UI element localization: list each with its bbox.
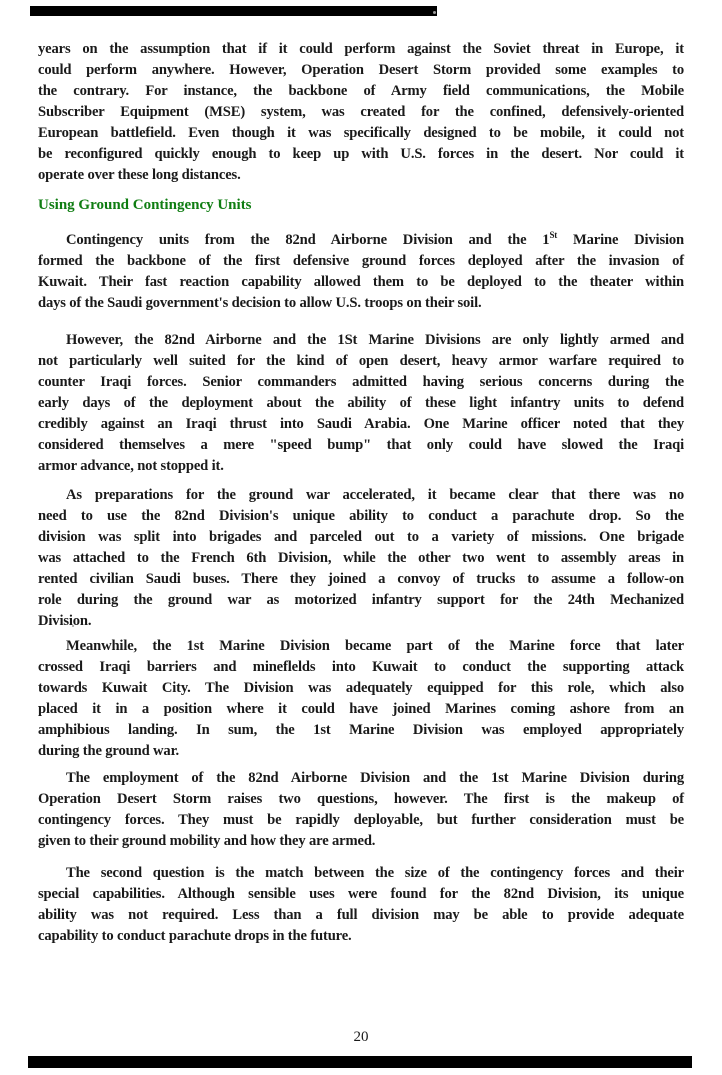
text-line: Kuwait. Their fast reaction capability allowed them to be deployed to the theater within — [38, 274, 684, 290]
text-line: given to their ground mobility and how they are armed. — [38, 833, 376, 849]
superscript: St — [549, 230, 558, 241]
text-line: early days of the deployment about the ability of these light infantry units to defend — [38, 395, 684, 411]
text-line: Contingency units from the 82nd Airborne Division and the 1St Marine Division — [66, 230, 685, 248]
text-line: towards Kuwait City. The Division was adequately equipped for this role, which also — [38, 680, 684, 696]
text-line: operate over these long distances. — [38, 167, 241, 183]
section-heading: Using Ground Contingency Units — [38, 197, 252, 213]
text-line: contingency forces. They must be rapidly deployable, but further consideration must be — [38, 812, 684, 828]
paragraph — [38, 39, 684, 186]
text-line: during the ground war. — [38, 743, 180, 759]
text-line: capability to conduct parachute drops in the future. — [38, 928, 352, 944]
text-line: role during the ground war as motorized infantry support for the 24th Mechanized — [38, 592, 684, 608]
text-line: Operation Desert Storm raises two questions, however. The first is the makeup of — [38, 791, 684, 807]
text-line: Subscriber Equipment (MSE) system, was created for the confined, defensively-oriented — [38, 104, 684, 120]
text-line: The employment of the 82nd Airborne Division and the 1st Marine Division during — [66, 770, 684, 786]
paragraph — [38, 636, 684, 762]
text-line: considered themselves a mere "speed bump" that only could have slowed the Iraqi — [38, 437, 684, 453]
paragraph — [38, 230, 684, 314]
paragraph — [38, 863, 684, 947]
text-line: days of the Saudi government's decision to allow U.S. troops on their soil. — [38, 295, 482, 311]
text-line: crossed Iraqi barriers and mineflelds into Kuwait to conduct the supporting attack — [38, 659, 684, 675]
text-line: be reconfigured quickly enough to keep up with U.S. forces in the desert. Nor could it — [38, 146, 684, 162]
text-line: Meanwhile, the 1st Marine Division became part of the Marine force that later — [66, 638, 684, 654]
text-line: The second question is the match between the size of the contingency forces and their — [66, 865, 684, 881]
text-line: rented civilian Saudi buses. There they joined a convoy of trucks to assume a follow-on — [38, 571, 684, 587]
paragraph — [38, 768, 684, 852]
text-line: need to use the 82nd Division's unique ability to conduct a parachute drop. So the — [38, 508, 684, 524]
text-line: However, the 82nd Airborne and the 1St Marine Divisions are only lightly armed and — [66, 332, 684, 348]
text-line: placed it in a position where it could have joined Marines coming ashore from an — [38, 701, 684, 717]
text-line: amphibious landing. In sum, the 1st Marine Division was employed appropriately — [38, 722, 684, 738]
text-line: special capabilities. Although sensible uses were found for the 82nd Division, its unique — [38, 886, 684, 902]
text-line: years on the assumption that if it could perform against the Soviet threat in Europe, it — [38, 41, 684, 57]
text-line: not particularly well suited for the kind of open desert, heavy armor warfare required to — [38, 353, 684, 369]
text-line: As preparations for the ground war accelerated, it became clear that there was no — [66, 487, 684, 503]
text-line: ability was not required. Less than a full division may be able to provide adequate — [38, 907, 684, 923]
text-line: European battlefield. Even though it was specifically designed to be mobile, it could not — [38, 125, 684, 141]
text-line: was attached to the French 6th Division, while the other two went to assembly areas in — [38, 550, 684, 566]
text-line: armor advance, not stopped it. — [38, 458, 224, 474]
paragraph — [38, 330, 684, 477]
page-number: 20 — [353, 1029, 369, 1045]
scan-artifact-bottom-bar — [28, 1056, 692, 1068]
paragraph — [38, 485, 684, 632]
text-line: could perform anywhere. However, Operation Desert Storm provided some examples to — [38, 62, 684, 78]
text-line: Division. — [38, 613, 92, 629]
text-line: formed the backbone of the first defensive ground forces deployed after the invasion of — [38, 253, 684, 269]
text-line: credibly against an Iraqi thrust into Saudi Arabia. One Marine officer noted that they — [38, 416, 684, 432]
text-line: division was split into brigades and parceled out to a variety of missions. One brigade — [38, 529, 684, 545]
text-line: the contrary. For instance, the backbone of Army field communications, the Mobile — [38, 83, 684, 99]
text-line: counter Iraqi forces. Senior commanders admitted having serious concerns during the — [38, 374, 684, 390]
